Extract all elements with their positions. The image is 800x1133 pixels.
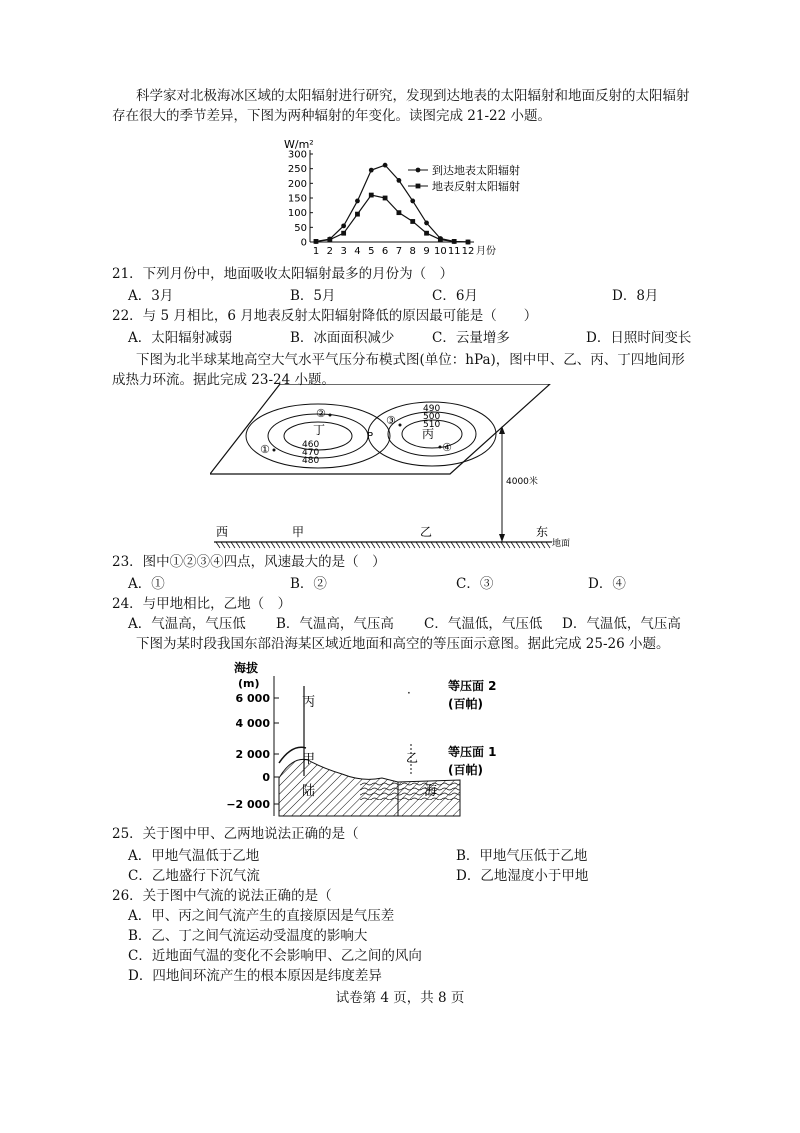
question-21-option-a[interactable]: A．3月 bbox=[128, 288, 174, 304]
isobar-500-label: 500 bbox=[423, 412, 441, 422]
radiation-line-chart bbox=[282, 136, 542, 260]
label-yi-2: 乙 bbox=[406, 751, 419, 765]
y-tick-4000: 4 000 bbox=[235, 717, 270, 730]
question-22-stem: 22．与 5 月相比，6 月地表反射太阳辐射降低的原因最可能是（ ） bbox=[112, 308, 538, 324]
intro-paragraph-23-24: 下图为北半球某地高空大气水平气压分布模式图(单位：hPa)，图中甲、乙、丙、丁四地间形成热力环流。据此完成 23-24 小题。 bbox=[112, 352, 685, 388]
chart-y-tick-label: 200 bbox=[287, 178, 307, 190]
legend-marker bbox=[416, 184, 421, 189]
isobar-490-label: 490 bbox=[423, 404, 441, 414]
axis-label-unit: (m) bbox=[238, 677, 260, 690]
question-25-option-b[interactable]: B．甲地气压低于乙地 bbox=[456, 848, 588, 864]
legend-marker bbox=[416, 168, 421, 173]
point-3-label: ③ bbox=[386, 414, 396, 427]
legend-label: 地表反射太阳辐射 bbox=[432, 180, 520, 193]
question-21-option-b[interactable]: B．5月 bbox=[290, 288, 336, 304]
chart-point bbox=[341, 231, 346, 236]
page-footer: 试卷第 4 页，共 8 页 bbox=[335, 990, 465, 1006]
height-arrow-up bbox=[499, 426, 505, 434]
height-label: 4000米 bbox=[506, 477, 538, 487]
chart-point bbox=[355, 199, 360, 204]
chart-point bbox=[397, 210, 402, 215]
question-23-stem: 23．图中①②③④四点，风速最大的是（ ） bbox=[112, 554, 386, 570]
isobaric-surface-diagram bbox=[222, 656, 532, 822]
chart-point bbox=[383, 196, 388, 201]
chart-point bbox=[438, 237, 443, 242]
question-23-option-c[interactable]: C．③ bbox=[456, 576, 494, 592]
y-ticks bbox=[274, 698, 279, 804]
y-tick-minus-2000: −2 000 bbox=[226, 798, 270, 811]
chart-y-tick-label: 50 bbox=[294, 222, 307, 234]
chart-y-tick-label: 150 bbox=[287, 193, 307, 205]
label-sea: 海 bbox=[424, 784, 438, 799]
label-surface-2-unit: (百帕) bbox=[448, 697, 483, 711]
question-26-option-d[interactable]: D．四地间环流产生的根本原因是纬度差异 bbox=[128, 968, 382, 984]
question-22-option-d[interactable]: D．日照时间变长 bbox=[586, 330, 692, 346]
chart-series-line-2 bbox=[316, 195, 468, 242]
chart-y-tick-label: 0 bbox=[300, 237, 307, 249]
chart-x-tick-label: 11 bbox=[447, 246, 461, 257]
isobar-460-label: 460 bbox=[302, 440, 320, 450]
isobar-diagram bbox=[210, 384, 580, 552]
axis-label-altitude: 海拔 bbox=[234, 661, 259, 675]
question-26-option-b[interactable]: B．乙、丁之间气流运动受温度的影响大 bbox=[128, 928, 368, 944]
label-east: 东 bbox=[536, 525, 549, 539]
y-tick-6000: 6 000 bbox=[235, 692, 270, 705]
chart-x-tick-label: 3 bbox=[340, 246, 347, 257]
point-3-dot bbox=[399, 424, 402, 427]
chart-x-tick-label: 7 bbox=[395, 246, 403, 257]
label-surface-2: 等压面 2 bbox=[448, 679, 497, 693]
label-ding: 丁 bbox=[313, 423, 326, 437]
isobar-480-label: 480 bbox=[302, 456, 320, 466]
question-21-stem: 21．下列月份中，地面吸收太阳辐射最多的月份为（ ） bbox=[112, 266, 454, 282]
question-21-option-d[interactable]: D．8月 bbox=[612, 288, 659, 304]
dot-marker: · bbox=[407, 686, 411, 700]
chart-x-tick-label: 8 bbox=[409, 246, 416, 257]
label-land: 陆 bbox=[302, 784, 316, 799]
y-tick-2000: 2 000 bbox=[235, 748, 270, 761]
label-jia: 甲 bbox=[292, 525, 305, 539]
chart-point bbox=[369, 168, 374, 173]
question-25-stem: 25．关于图中甲、乙两地说法正确的是（ bbox=[112, 826, 359, 842]
point-4-dot bbox=[439, 446, 442, 449]
question-26-stem: 26．关于图中气流的说法正确的是（ bbox=[112, 888, 332, 904]
question-25-option-c[interactable]: C．乙地盛行下沉气流 bbox=[128, 868, 260, 884]
chart-x-tick-label: 12 bbox=[461, 246, 475, 257]
question-23-option-a[interactable]: A．① bbox=[128, 576, 165, 592]
chart-y-tick-label: 100 bbox=[287, 208, 307, 220]
isobar-470-label: 470 bbox=[302, 448, 320, 458]
ground-label: 地面 bbox=[552, 539, 571, 549]
y-tick-0: 0 bbox=[262, 771, 270, 784]
question-21-option-c[interactable]: C．6月 bbox=[432, 288, 478, 304]
chart-point bbox=[383, 163, 388, 168]
question-22-option-a[interactable]: A．太阳辐射减弱 bbox=[128, 330, 233, 346]
intro-paragraph-21-22: 科学家对北极海冰区域的太阳辐射进行研究，发现到达地表的太阳辐射和地面反射的太阳辐射存在很大的季节差异，下图为两种辐射的年变化。读图完成 21-22 小题。 bbox=[112, 88, 690, 124]
question-24-option-a[interactable]: A．气温高，气压低 bbox=[128, 616, 246, 632]
chart-point bbox=[341, 223, 346, 228]
label-west: 西 bbox=[216, 525, 229, 539]
chart-x-tick-label: 1 bbox=[312, 246, 320, 257]
chart-point bbox=[466, 240, 471, 245]
label-surface-1-unit: (百帕) bbox=[448, 763, 483, 777]
chart-point bbox=[424, 231, 429, 236]
label-jia-2: 甲 bbox=[302, 752, 316, 767]
chart-point bbox=[410, 219, 415, 224]
question-24-option-b[interactable]: B．气温高，气压高 bbox=[276, 616, 394, 632]
chart-x-tick-label: 9 bbox=[423, 246, 430, 257]
question-24-option-c[interactable]: C．气温低，气压低 bbox=[424, 616, 543, 632]
chart-point bbox=[355, 212, 360, 217]
chart-y-tick-label: 300 bbox=[287, 149, 307, 161]
chart-x-tick-label: 6 bbox=[381, 246, 389, 257]
chart-point bbox=[327, 237, 332, 242]
chart-ylabel: W/m² bbox=[284, 138, 314, 151]
point-4-label: ④ bbox=[442, 441, 452, 454]
chart-point bbox=[410, 199, 415, 204]
question-24-stem: 24．与甲地相比，乙地（ ） bbox=[112, 596, 292, 612]
label-yi: 乙 bbox=[420, 525, 433, 539]
isobar-510-label: 510 bbox=[423, 420, 441, 430]
chart-x-tick-label: 4 bbox=[354, 246, 361, 257]
chart-legend bbox=[408, 163, 520, 193]
question-24-option-d[interactable]: D．气温低，气压高 bbox=[562, 616, 681, 632]
question-26-option-a[interactable]: A．甲、丙之间气流产生的直接原因是气压差 bbox=[128, 908, 395, 924]
question-23-option-b[interactable]: B．② bbox=[290, 576, 327, 592]
point-2-dot bbox=[329, 414, 332, 417]
intro-paragraph-25-26: 下图为某时段我国东部沿海某区域近地面和高空的等压面示意图。据此完成 25-26 小题。 bbox=[136, 636, 670, 652]
question-23-option-d[interactable]: D．④ bbox=[588, 576, 626, 592]
question-25-option-a[interactable]: A．甲地气温低于乙地 bbox=[128, 848, 260, 864]
label-bing: 丙 bbox=[422, 427, 435, 441]
ground-hatching bbox=[216, 542, 550, 548]
plane-parallelogram bbox=[210, 384, 550, 474]
chart-point bbox=[397, 178, 402, 183]
point-p-label: P bbox=[367, 431, 374, 442]
chart-y-tick-label: 250 bbox=[287, 164, 307, 176]
chart-point bbox=[452, 239, 457, 244]
height-arrow-down bbox=[499, 534, 505, 542]
chart-point bbox=[314, 239, 319, 244]
chart-x-tick-label: 2 bbox=[326, 246, 334, 257]
point-1-dot bbox=[273, 449, 276, 452]
point-1-label: ① bbox=[260, 443, 270, 456]
label-bing-2: 丙 bbox=[302, 695, 316, 710]
legend-label: 到达地表太阳辐射 bbox=[432, 164, 520, 177]
question-26-option-c[interactable]: C．近地面气温的变化不会影响甲、乙之间的风向 bbox=[128, 948, 422, 964]
label-surface-1: 等压面 1 bbox=[448, 745, 497, 759]
chart-x-tick-label: 5 bbox=[368, 246, 375, 257]
chart-point bbox=[369, 193, 374, 198]
sea-water bbox=[360, 782, 460, 800]
question-25-option-d[interactable]: D．乙地湿度小于甲地 bbox=[456, 868, 589, 884]
point-2-label: ② bbox=[316, 407, 326, 420]
chart-point bbox=[424, 221, 429, 226]
question-22-option-c[interactable]: C．云量增多 bbox=[432, 330, 510, 346]
chart-x-tick-label: 10 bbox=[433, 246, 447, 257]
question-22-option-b[interactable]: B．冰面面积减少 bbox=[290, 330, 395, 346]
chart-xlabel: 月份 bbox=[476, 246, 496, 257]
